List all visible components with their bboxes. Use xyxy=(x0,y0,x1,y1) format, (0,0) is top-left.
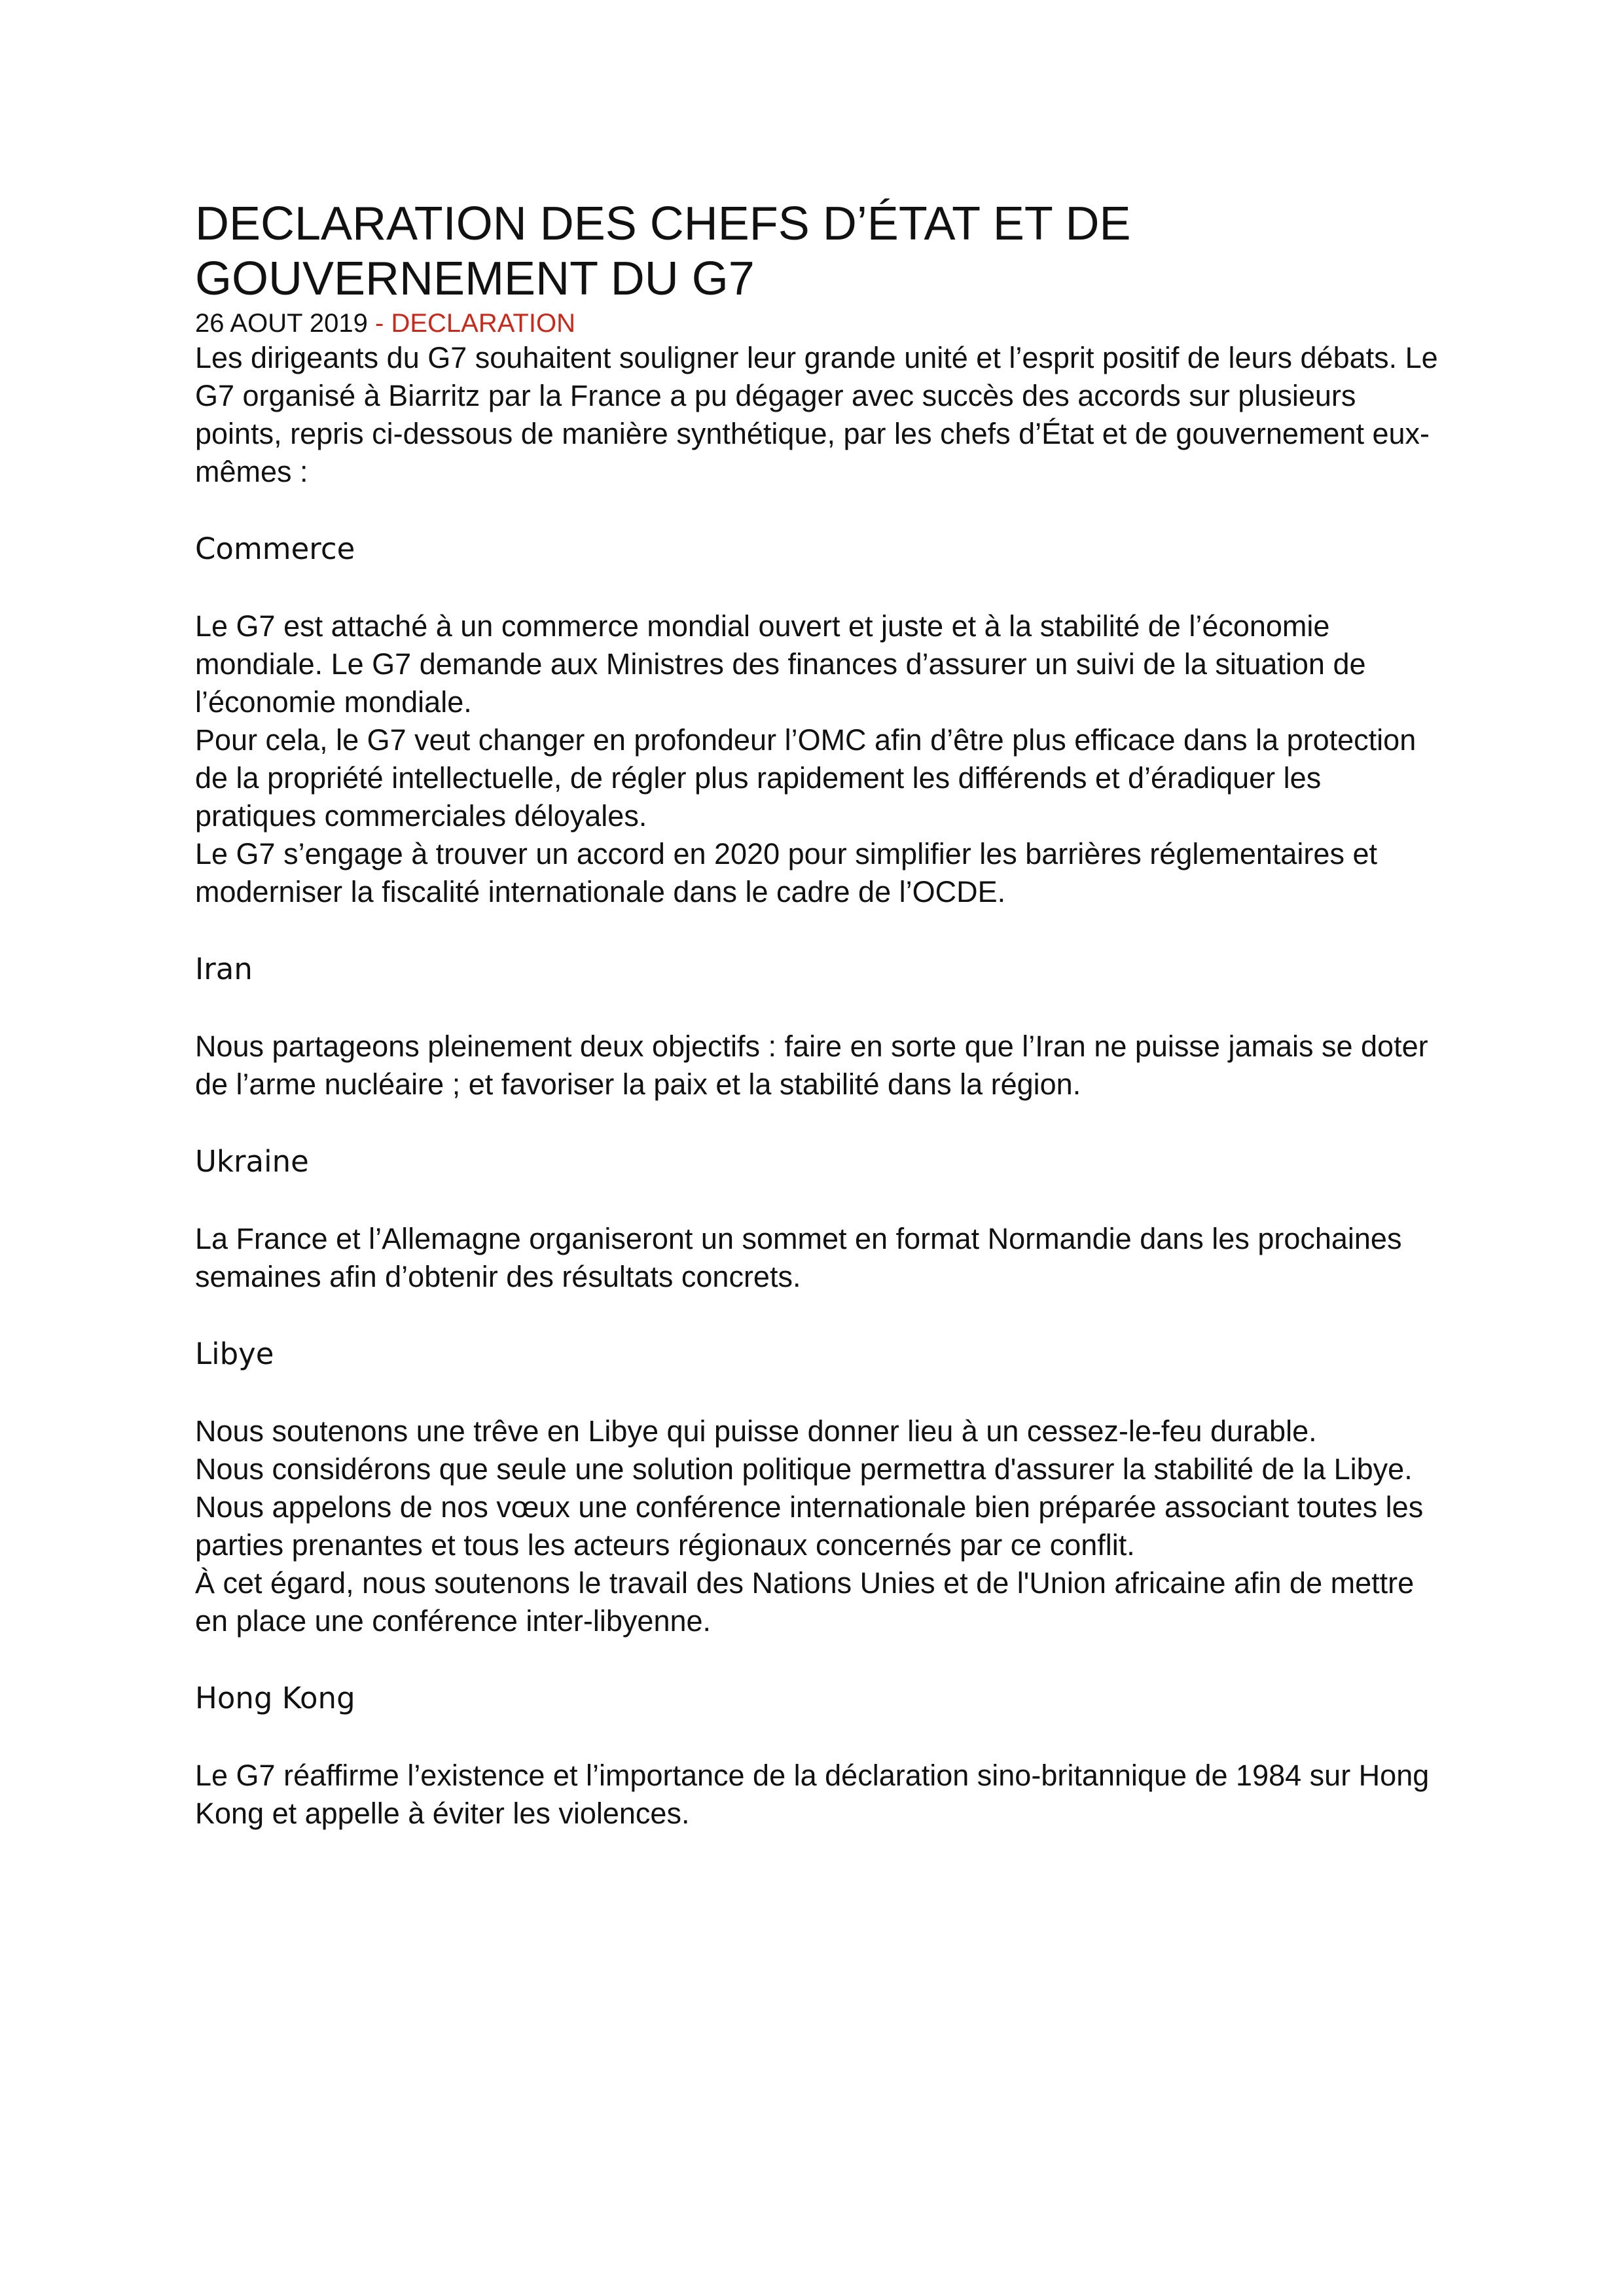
section-paragraph: À cet égard, nous soutenons le travail des Nations Unies et de l'Union africaine afin de mettre en place une conférence inter-libyenne. xyxy=(195,1566,1415,1638)
document-meta xyxy=(195,308,1439,339)
section-paragraph: Nous soutenons une trêve en Libye qui puisse donner lieu à un cessez-le-feu durable. xyxy=(195,1414,1317,1448)
section-paragraph: Pour cela, le G7 veut changer en profondeur l’OMC afin d’être plus efficace dans la protection de la propriété intellectuelle, de régler plus rapidement les différends et d’éradiquer les pratiques commerciales déloyales. xyxy=(195,723,1416,833)
section-iran xyxy=(195,950,1439,1103)
sections-container xyxy=(195,530,1439,1833)
section-libye xyxy=(195,1335,1439,1640)
section-heading: Commerce xyxy=(195,531,355,566)
meta-separator: - xyxy=(367,309,391,338)
section-body xyxy=(195,1757,1439,1833)
section-paragraph: Nous appelons de nos vœux une conférence internationale bien préparée associant toutes les parties prenantes et tous les acteurs régionaux concernés par ce conflit. xyxy=(195,1490,1424,1562)
section-heading: Iran xyxy=(195,952,253,986)
section-heading: Ukraine xyxy=(195,1144,309,1179)
section-paragraph: Le G7 réaffirme l’existence et l’importance de la déclaration sino-britannique de 1984 sur Hong Kong et appelle à éviter les violences. xyxy=(195,1759,1430,1830)
section-body xyxy=(195,1028,1439,1103)
section-paragraph: Le G7 est attaché à un commerce mondial ouvert et juste et à la stabilité de l’économie mondiale. Le G7 demande aux Ministres des finances d’assurer un suivi de la situation de l’économie mondiale. xyxy=(195,609,1366,719)
section-body xyxy=(195,1220,1439,1296)
section-paragraph: La France et l’Allemagne organiseront un sommet en format Normandie dans les prochaines semaines afin d’obtenir des résultats concrets. xyxy=(195,1222,1402,1293)
section-ukraine xyxy=(195,1143,1439,1296)
section-body xyxy=(195,607,1439,911)
section-body xyxy=(195,1412,1439,1640)
section-paragraph: Le G7 s’engage à trouver un accord en 2020 pour simplifier les barrières réglementaires et moderniser la fiscalité internationale dans le cadre de l’OCDE. xyxy=(195,837,1377,908)
document-kind-link[interactable]: DECLARATION xyxy=(391,309,575,338)
intro-paragraph: Les dirigeants du G7 souhaitent souligner leur grande unité et l’esprit positif de leurs débats. Le G7 organisé à Biarritz par la France a pu dégager avec succès des accords sur plusieurs points, repris ci-dessous de manière synthétique, par les chefs d’État et de gouvernement eux-mêmes : xyxy=(195,341,1438,488)
section-paragraph: Nous considérons que seule une solution politique permettra d'assurer la stabilité de la Libye. xyxy=(195,1452,1413,1486)
section-heading: Hong Kong xyxy=(195,1681,355,1715)
document-page xyxy=(195,196,1439,1833)
section-hong-kong xyxy=(195,1679,1439,1833)
title-line-1: DECLARATION DES CHEFS D’ÉTAT ET DE xyxy=(195,198,1131,250)
section-commerce xyxy=(195,530,1439,911)
section-heading: Libye xyxy=(195,1336,274,1371)
section-paragraph: Nous partageons pleinement deux objectifs : faire en sorte que l’Iran ne puisse jamais se doter de l’arme nucléaire ; et favoriser la paix et la stabilité dans la région. xyxy=(195,1030,1428,1101)
document-date: 26 AOUT 2019 xyxy=(195,309,368,338)
title-line-2: GOUVERNEMENT DU G7 xyxy=(195,253,755,305)
document-title xyxy=(195,196,1439,306)
